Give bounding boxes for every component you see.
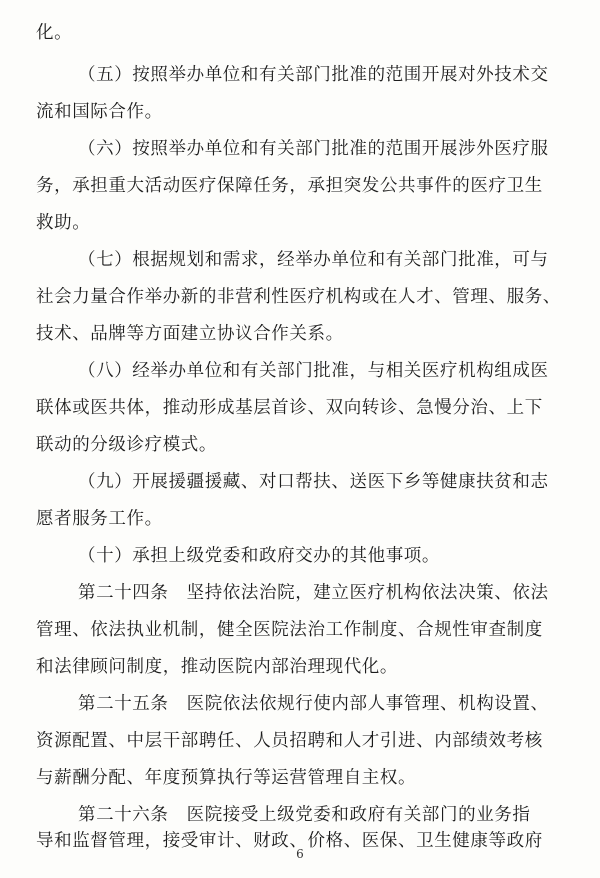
text-line: （五）按照举办单位和有关部门批准的范围开展对外技术交 (78, 65, 549, 85)
text-line: （九）开展援疆援藏、对口帮扶、送医下乡等健康扶贫和志 (78, 472, 549, 492)
text-line: 联体或医共体，推动形成基层首诊、双向转诊、急慢分治、上下 (36, 398, 543, 418)
text-line: 资源配置、中层干部聘任、人员招聘和人才引进、内部绩效考核 (36, 731, 543, 751)
text-line: （七）根据规划和需求，经举办单位和有关部门批准，可与 (78, 250, 549, 270)
text-line: 导和监督管理，接受审计、财政、价格、医保、卫生健康等政府 (36, 831, 543, 851)
text-line: 技术、品牌等方面建立协议合作关系。 (36, 324, 344, 344)
text-line: 联动的分级诊疗模式。 (36, 435, 217, 455)
text-line: 和法律顾问制度，推动医院内部治理现代化。 (36, 657, 398, 677)
text-line: 管理、依法执业机制，健全医院法治工作制度、合规性审查制度 (36, 620, 543, 640)
text-line: 与薪酬分配、年度预算执行等运营管理自主权。 (36, 768, 417, 788)
text-line: 第二十五条 医院依法依规行使内部人事管理、机构设置、 (78, 694, 549, 714)
text-line: （六）按照举办单位和有关部门批准的范围开展涉外医疗服 (78, 139, 549, 159)
text-line: 第二十六条 医院接受上级党委和政府有关部门的业务指 (78, 805, 531, 825)
text-line: 愿者服务工作。 (36, 509, 163, 529)
text-line: 社会力量合作举办新的非营利性医疗机构或在人才、管理、服务、 (36, 287, 561, 307)
text-line: （十）承担上级党委和政府交办的其他事项。 (78, 546, 440, 566)
page-number: 6 (296, 847, 304, 861)
text-line: 救助。 (36, 213, 91, 233)
text-line: 流和国际合作。 (36, 102, 163, 122)
text-line: 务，承担重大活动医疗保障任务，承担突发公共事件的医疗卫生 (36, 176, 543, 196)
text-line: 化。 (36, 23, 73, 43)
text-line: （八）经举办单位和有关部门批准，与相关医疗机构组成医 (78, 361, 549, 381)
text-line: 第二十四条 坚持依法治院，建立医疗机构依法决策、依法 (78, 583, 549, 603)
